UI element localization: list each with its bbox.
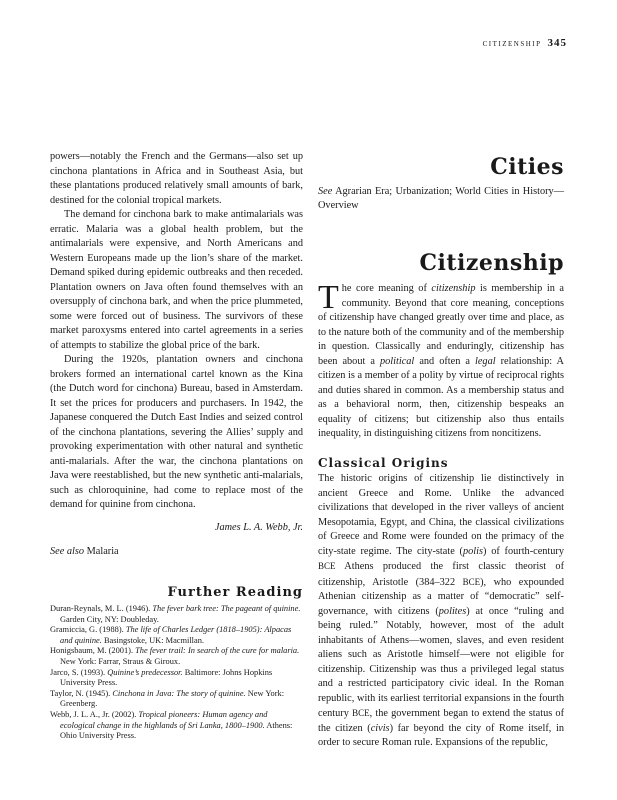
bibliography-entry: Gramiccia, G. (1988). The life of Charles Ledger (1818–1905): Alpacas and quinine. Basingstoke, UK: Macmillan. bbox=[50, 625, 292, 645]
drop-cap: T bbox=[318, 279, 339, 316]
body-paragraph: powers—notably the French and the Germans—also set up cinchona plantations in Africa and in Southeast Asia, but these plantations produced relatively small amounts of bark, destined for the colonial tropical markets. bbox=[50, 151, 303, 206]
see-also bbox=[50, 545, 303, 560]
bibliography-entry: Honigsbaum, M. (2001). The fever trail: In search of the cure for malaria. New York: Farrar, Straus & Giroux. bbox=[50, 646, 300, 666]
bibliography-entry: Webb, J. L. A., Jr. (2002). Tropical pioneers: Human agency and ecological change in the highlands of Sri Lanka, 1800–1900. Athens: Ohio University Press. bbox=[50, 709, 293, 741]
see-label: See bbox=[318, 185, 333, 197]
left-column bbox=[50, 150, 303, 742]
body-paragraph: During the 1920s, plantation owners and cinchona brokers formed an international cartel known as the Kina (the Dutch word for cinchona) Bureau, based in Amsterdam. It set the prices for producers and purchasers. In 1942, the Japanese conquered the Dutch East Indies and seized control of the cinchona plantations, severing the Allies’ supply and provoking experimentation with other natural and synthetic anti-malarials. After the war, the cinchona plantations on Java were reestablished, but the new synthetic anti-malarials, such as chloroquinine, had come to replace most of the demand for quinine from cinchona. bbox=[50, 354, 303, 510]
body-paragraph: The demand for cinchona bark to make antimalarials was erratic. Malaria was a global health problem, but the antimalarials were expensive, and North Americans and Western Europeans made up the lion’s share of the market. Demand spiked during epidemic outbreaks and then receded. Plantation owners on Java often found themselves with an oversupply of cinchona bark, and when the price plummeted, some were forced out of business. The survivors of these market paroxysms entered into cartel agreements in a series of attempts to stabilize the global price of the bark. bbox=[50, 209, 303, 351]
bibliography-entry: Duran-Reynals, M. L. (1946). The fever bark tree: The pageant of quinine. Garden City, NY: Doubleday. bbox=[50, 604, 301, 624]
bibliography bbox=[50, 604, 303, 742]
see-also-label: See also bbox=[50, 546, 85, 557]
intro-paragraph: The core meaning of citizenship is membership in a community. Beyond that core meaning, conceptions of citizenship have changed greatly over time and place, as to the nature both of the community and of the membership in question. Classically and enduringly, citizenship has been about a political and often a legal relationship: A citizen is a member of a polity by virtue of reciprocal rights and duties shared in common. As a membership status and as a behavioral norm, then, citizenship bespeaks an equality of citizens; but citizenship also thus entails inequality, in distinguishing citizens from noncitizens. bbox=[318, 279, 564, 439]
citizenship-heading: Citizenship bbox=[419, 249, 564, 276]
see-also-link[interactable]: Malaria bbox=[86, 546, 119, 557]
classical-origins-heading: Classical Origins bbox=[318, 455, 449, 470]
author-attribution: James L. A. Webb, Jr. bbox=[214, 521, 303, 533]
cities-see-also bbox=[318, 185, 564, 214]
bibliography-entry: Taylor, N. (1945). Cinchona in Java: The story of quinine. New York: Greenberg. bbox=[50, 688, 285, 709]
further-reading-heading: Further Reading bbox=[167, 584, 303, 600]
body-paragraph: The historic origins of citizenship lie distinctively in ancient Greece and Rome. Unlike the advanced civilizations that developed in the river valleys of ancient Mesopotamia, Egypt, and China, the classical civilizations of Greece and Rome were founded on the primacy of the city-state regime. The city-state (polis) of fourth-century BCE Athens produced the first classic theorist of citizenship, Aristotle (384–322 BCE), who expounded Athenian citizenship as a matter of “democratic” self-governance, with citizens (polites) at once “ruling and being ruled.” Notably, however, most of the adult inhabitants of Athens—women, slaves, and even resident aliens such as Aristotle himself—were not eligible for citizenship. Citizenship was thus a privileged legal status and a restricted participatory civic ideal. In the Roman republic, with its earliest territorial expansions in the fourth century BCE, the government began to extend the status of the citizen (civis) far beyond the city of Rome itself, in order to secure Roman rule. Expansions of the republic, bbox=[318, 473, 565, 748]
running-head-section: citizenship bbox=[482, 38, 542, 49]
cities-heading: Cities bbox=[490, 154, 564, 180]
bibliography-entry: Jarco, S. (1993). Quinine’s predecessor. Baltimore: Johns Hopkins University Press. bbox=[50, 667, 273, 688]
page-number: 345 bbox=[547, 37, 567, 49]
cities-see-links[interactable]: Agrarian Era; Urbanization; World Cities in History—Overview bbox=[318, 185, 564, 211]
right-column bbox=[318, 154, 565, 751]
running-head bbox=[483, 37, 567, 49]
